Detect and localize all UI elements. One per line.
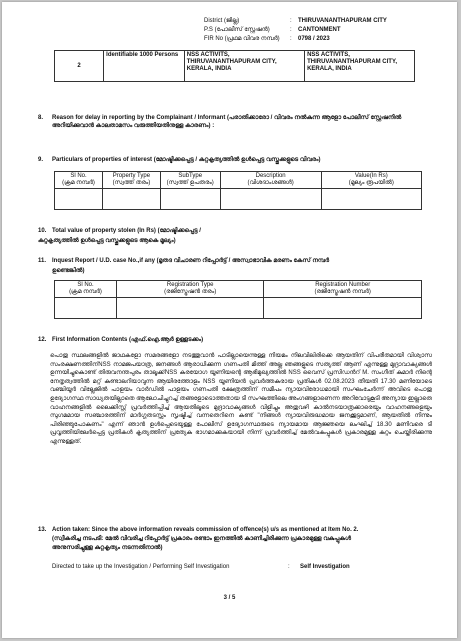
ps-value: CANTONMENT: [298, 27, 341, 33]
section-11-line1: Inquest Report / U.D. case No.,if any (മൃതദ വിചാരണ റിപ്പോർട്ട് / അസ്വാഭാവിക മരണം കേസ് നമ്പർ: [52, 258, 330, 264]
section-8: 8. Reason for delay in reporting by the Complainant / Informant (പരാതിക്കാരോ / വിവരം നൽകുന്ന ആളോ പോലീസ് സ്റ്റേഷനിൽ അറിയിക്കുവാൻ കാലതാമസം വരുത്തിയതിനുള്ള കാരണം) :: [38, 114, 438, 132]
section-13-line1: Action taken: Since the above information reveals commission of offence(s) u/s as mentioned at Item No. 2.: [52, 527, 359, 533]
properties-table: [54, 171, 422, 210]
accused-sl: 2: [55, 51, 104, 82]
table-header-row: Sl No. (ക്രമ നമ്പർ) Property Type (സ്വത്ത് തരം) SubType (സ്വത്ത് ഉപതരം) Description (വിശദാംശങ്ങൾ) Value(In Rs) (മൂല്യം രൂപയിൽ): [55, 172, 422, 189]
ps-label: P.S (പോലീസ് സ്റ്റേഷൻ): [204, 27, 270, 33]
col-registration-number: Registration Number: [315, 282, 371, 288]
col-value: Value(In Rs): [354, 173, 388, 179]
table-header-row: Sl No. (ക്രമ നമ്പർ) Registration Type (രജിസ്ട്രേഷൻ തരം) Registration Number (രജിസ്ട്രേഷൻ നമ്പർ): [55, 281, 422, 298]
fir-header: [2, 17, 457, 43]
col-inquest-slno: Sl No.: [77, 282, 94, 288]
section-8-text: Reason for delay in reporting by the Complainant / Informant (പരാതിക്കാരോ / വിവരം നൽകുന്ന ആളോ പോലീസ് സ്റ്റേഷനിൽ അറിയിക്കുവാൻ കാലതാമസം വരുത്തിയതിനുള്ള കാരണം) :: [52, 115, 402, 129]
section-11: 11. Inquest Report / U.D. case No.,if any (മൃതദ വിചാരണ റിപ്പോർട്ട് / അസ്വാഭാവിക മരണം കേസ് നമ്പർ ഉണ്ടെങ്കിൽ): [38, 257, 438, 275]
section-10-line2: കുറ്റകൃത്യത്തിൽ ഉൾപ്പെട്ട വസ്തുക്കളുടെ ആകെ മൂല്യം): [38, 238, 176, 244]
section-12: 12. First Information Contents (എഫ്.ഐ.ആർ ഉള്ളടക്കം): [38, 336, 438, 345]
accused-address-2: NSS ACTIVITS, THIRUVANANTHAPURAM CITY, KERALA, INDIA: [305, 51, 415, 82]
fir-no-label: FIR No (പ്രഥമ വിവര നമ്പർ): [204, 36, 280, 42]
fir-page: [2, 2, 457, 638]
section-11-line2: ഉണ്ടെങ്കിൽ): [52, 268, 85, 274]
col-property-type: Property Type: [112, 173, 151, 179]
col-slno: Sl No.: [70, 173, 87, 179]
district-label: District (ജില്ല): [204, 18, 240, 24]
col-registration-type: Registration Type: [166, 282, 214, 288]
section-9: 9. Particulars of properties of interest (മോഷ്ടിക്കപ്പെട്ട / കുറ്റകൃത്യത്തിൽ ഉൾപ്പെട്ട വസ്തുക്കളുടെ വിവരം): [38, 156, 438, 165]
table-row: [55, 189, 422, 210]
section-13-line2: (സ്വീകരിച്ച നടപടി: മേൽ വിവരിച്ച റിപ്പോർട്ട് പ്രകാരം രണ്ടാം ഇനത്തിൽ കാണിച്ചിരിക്കുന്ന പ്രകാരമുള്ള വകുപ്പുകൾ: [52, 536, 351, 542]
directed-label: Directed to take up the Investigation / Performing Self Investigation: [52, 564, 230, 570]
accused-table: [54, 50, 415, 82]
first-information-body: പൊതു സ്ഥലങ്ങളിൽ ജാഥകളോ സമരങ്ങളോ നടത്തുവാൻ പാടില്ലായെന്നുള്ള നിയമം നിലവിലിരിക്കെ ആയതിന് വിപരീതമായി വിശ്വാസ സംരക്ഷണത്തിന്NSS നാമജപയാത്ര, ജനങ്ങൾ ആരാധിക്കുന്ന ഗണപതി മിത്ത് അല്ല ഞങ്ങളുടെ സത്യത്ത് ആണ് എന്നുള്ള മുദ്രാവാക്യങ്ങൾ ഉന്നയിച്ചുകൊണ്ട് തിരുവനന്തപുരം താലൂക്ക്NSS കരയോഗ യൂണിയന്റെ ആഭിമുഖ്യത്തിൽ NSS വൈസ് പ്രസിഡൻറ് M. സംഗീത് കുമാർ നിന്റെ നേതൃത്വത്തിൽ മറ്റ് കണ്ടാലറിയാവുന്ന ആയിരത്തോളം NSS യൂണിയൻ പ്രവർത്തകരായ പ്രതികൾ 02.08.2023 തീയതി 17.30 മണിയോടെ വഞ്ചിയൂർ വില്ലേജിൽ പാളയം വാർഡിൽ പാളയം ഗണപതി ക്ഷേത്രത്തിന് സമീപം ന്യായവിരോധമായി സംഘംചേർന്ന് അവിടെ പൊതു ഉദ്യോഗസ്ഥ സാധ്യതയില്ലാതെ ആലോചിച്ചുറച്ച് തങ്ങളോടൊത്തതായ ടി സംഘത്തിലെ അംഗങ്ങളാണെന്ന അറിവോടുകൂടി അന്യായ ഇല്ലാതെ വാഹനങ്ങളിൽ ലൈക്കിസ്റ്റ് പ്രവർത്തിപ്പിച്ച് ആയതിലൂടെ മുദ്രാവാക്യങ്ങൾ വിളിച്ചും അതുവഴി കാൽനടയാത്രക്കാരെയും വാഹനങ്ങളെയും സുഗമമായ സഞ്ചാരത്തിന് മാർഗ്ഗതടസ്സം സൃഷ്ടിച്ച് വന്നതെറിനെ കണ്ട് "നിങ്ങൾ ന്യായവിരുദ്ധമായ ജനക്കൂട്ടമാണ്, ആയതിൽ നിന്നും പിരിഞ്ഞുപോകണം" എന്ന് ഞാൻ ഉൾപ്പെടെയുള്ള പോലീസ് ഉദ്യോഗസ്ഥരുടെ ന്യായമായ ആജ്ഞയെ ലംഘിച്ച് 18.30 മണിവരെ ടി പ്രവൃത്തിയിലേർപ്പെട്ട പ്രതികൾ കൃത്യത്തിന് പ്രത്യേക ഭാഗമാക്കുകയായി നിന്ന് പ്രവർത്തിച്ച് മേൽവകുപ്പുകൾ പ്രകാരമുള്ള കുറ്റം ചെയ്തിരിക്കുന്നു എന്നുള്ളത്.: [50, 353, 432, 445]
accused-identity: Identifiable 1000 Persons: [104, 51, 185, 82]
directed-value: Self Investigation: [300, 564, 350, 570]
section-13: 13. Action taken: Since the above information reveals commission of offence(s) u/s as mentioned at Item No. 2. (സ്വീകരിച്ച നടപടി: മേൽ വിവരിച്ച റിപ്പോർട്ട് പ്രകാരം രണ്ടാം ഇനത്തിൽ കാണിച്ചിരിക്കുന്ന പ്രകാരമുള്ള വകുപ്പുകൾ അനുസരിച്ചുള്ള കുറ്റകൃത്യം നടന്നതിനാൽ): [38, 526, 438, 554]
section-12-text: First Information Contents (എഫ്.ഐ.ആർ ഉള്ളടക്കം): [52, 337, 204, 343]
section-10: 10. Total value of property stolen (In Rs) (മോഷ്ടിക്കപ്പെട്ട / കുറ്റകൃത്യത്തിൽ ഉൾപ്പെട്ട വസ്തുക്കളുടെ ആകെ മൂല്യം): [38, 227, 438, 245]
section-13-line3: അനുസരിച്ചുള്ള കുറ്റകൃത്യം നടന്നതിനാൽ): [52, 545, 163, 551]
header-row-fir: FIR No (പ്രഥമ വിവര നമ്പർ) : 0798 / 2023: [204, 36, 330, 42]
table-row: [55, 51, 415, 82]
directed-row: Directed to take up the Investigation / Performing Self Investigation : Self Investigation: [52, 564, 350, 570]
district-value: THIRUVANANTHAPURAM CITY: [298, 18, 387, 24]
page-number: 3 / 5: [223, 595, 236, 601]
col-subtype: SubType: [178, 173, 203, 179]
section-10-line1: Total value of property stolen (In Rs) (മോഷ്ടിക്കപ്പെട്ട /: [52, 228, 201, 234]
header-row-ps: P.S (പോലീസ് സ്റ്റേഷൻ) : CANTONMENT: [204, 27, 341, 33]
col-description: Description: [255, 173, 286, 179]
header-row-district: District (ജില്ല) : THIRUVANANTHAPURAM CITY: [204, 18, 387, 24]
fir-no-value: 0798 / 2023: [298, 36, 330, 42]
table-row: [55, 298, 422, 319]
section-9-text: Particulars of properties of interest (മോഷ്ടിക്കപ്പെട്ട / കുറ്റകൃത്യത്തിൽ ഉൾപ്പെട്ട വസ്തുക്കളുടെ വിവരം): [52, 157, 321, 163]
inquest-table: [54, 280, 422, 319]
accused-address-1: NSS ACTIVITS, THIRUVANANTHAPURAM CITY, KERALA, INDIA: [184, 51, 304, 82]
